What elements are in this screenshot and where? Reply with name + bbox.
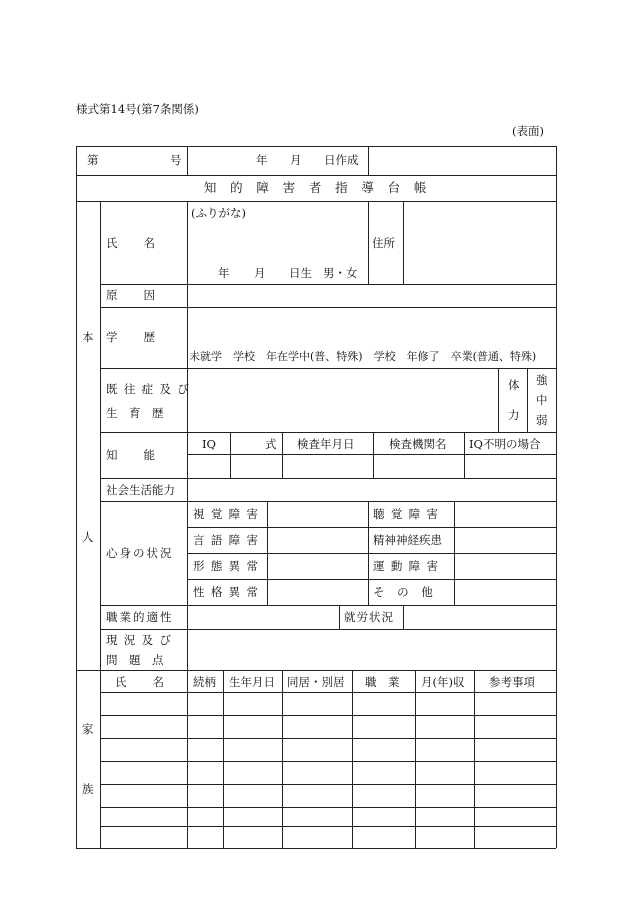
furigana-label: (ふりがな) <box>191 206 246 220</box>
intelligence-label: 知 能 <box>106 448 156 462</box>
sex-label: 男・女 <box>323 266 358 280</box>
dai-label: 第 <box>87 153 99 167</box>
go-label: 号 <box>170 153 182 167</box>
family-col-notes: 参考事項 <box>489 675 535 689</box>
work-status-label: 就労状況 <box>344 610 394 624</box>
shiki-label: 式 <box>265 437 277 451</box>
stamina-mid: 中 <box>536 393 548 407</box>
family-col-cohabitation: 同居・別居 <box>287 675 345 689</box>
form-number: 様式第14号(第7条関係) <box>76 102 199 116</box>
side-label-ka: 家 <box>82 722 94 736</box>
stamina-label-2: 力 <box>508 408 520 422</box>
current-status-label-2: 問 題 点 <box>106 653 164 667</box>
family-col-relation: 続柄 <box>193 675 216 689</box>
test-org-label: 検査機関名 <box>389 437 447 451</box>
stamina-label-1: 体 <box>508 378 520 392</box>
other-label: その他 <box>373 585 446 599</box>
family-col-name: 氏 名 <box>115 675 165 689</box>
month-label: 月 <box>290 153 302 167</box>
motor-impairment-label: 運動障害 <box>373 559 445 573</box>
family-col-income: 月(年)収 <box>421 675 465 689</box>
school-label: 学 歴 <box>106 330 156 344</box>
birth-year-label: 年 <box>218 266 230 280</box>
side-label: (表面) <box>512 124 544 138</box>
year-label: 年 <box>256 153 268 167</box>
iq-label: IQ <box>202 437 216 451</box>
family-col-occupation: 職 業 <box>365 675 400 689</box>
birth-day-label: 日生 <box>289 266 312 280</box>
character-anomaly-label: 性格異常 <box>193 585 265 599</box>
cause-label: 原 因 <box>106 288 156 302</box>
test-date-label: 検査年月日 <box>297 437 355 451</box>
visual-impairment-label: 視覚障害 <box>193 507 265 521</box>
neuro-disease-label: 精神神経疾患 <box>373 533 442 547</box>
name-label: 氏 名 <box>106 236 156 250</box>
stamina-weak: 弱 <box>536 413 548 427</box>
mind-body-label: 心身の状況 <box>106 546 174 560</box>
speech-impairment-label: 言語障害 <box>193 533 265 547</box>
family-col-birthdate: 生年月日 <box>229 675 275 689</box>
page-title: 知的障害者指導台帳 <box>203 180 441 195</box>
history-label-1: 既往症及び <box>106 382 196 396</box>
social-ability-label: 社会生活能力 <box>106 483 175 497</box>
stamina-strong: 強 <box>536 373 548 387</box>
current-status-label-1: 現況及び <box>106 633 178 647</box>
birth-month-label: 月 <box>254 266 266 280</box>
address-label: 住所 <box>372 236 395 250</box>
hearing-impairment-label: 聴覚障害 <box>373 507 445 521</box>
side-label-hon: 本 <box>82 330 94 344</box>
history-label-2: 生 育 歴 <box>106 406 164 420</box>
iq-unknown-label: IQ不明の場合 <box>469 437 541 451</box>
job-aptitude-label: 職業的適性 <box>106 610 174 624</box>
form-anomaly-label: 形態異常 <box>193 559 265 573</box>
side-label-nin: 人 <box>82 530 94 544</box>
side-label-zoku: 族 <box>82 782 94 796</box>
created-day-label: 日作成 <box>324 153 359 167</box>
school-history-text: 未就学 学校 年在学中(普、特殊) 学校 年修了 卒業(普通、特殊) <box>189 350 537 363</box>
